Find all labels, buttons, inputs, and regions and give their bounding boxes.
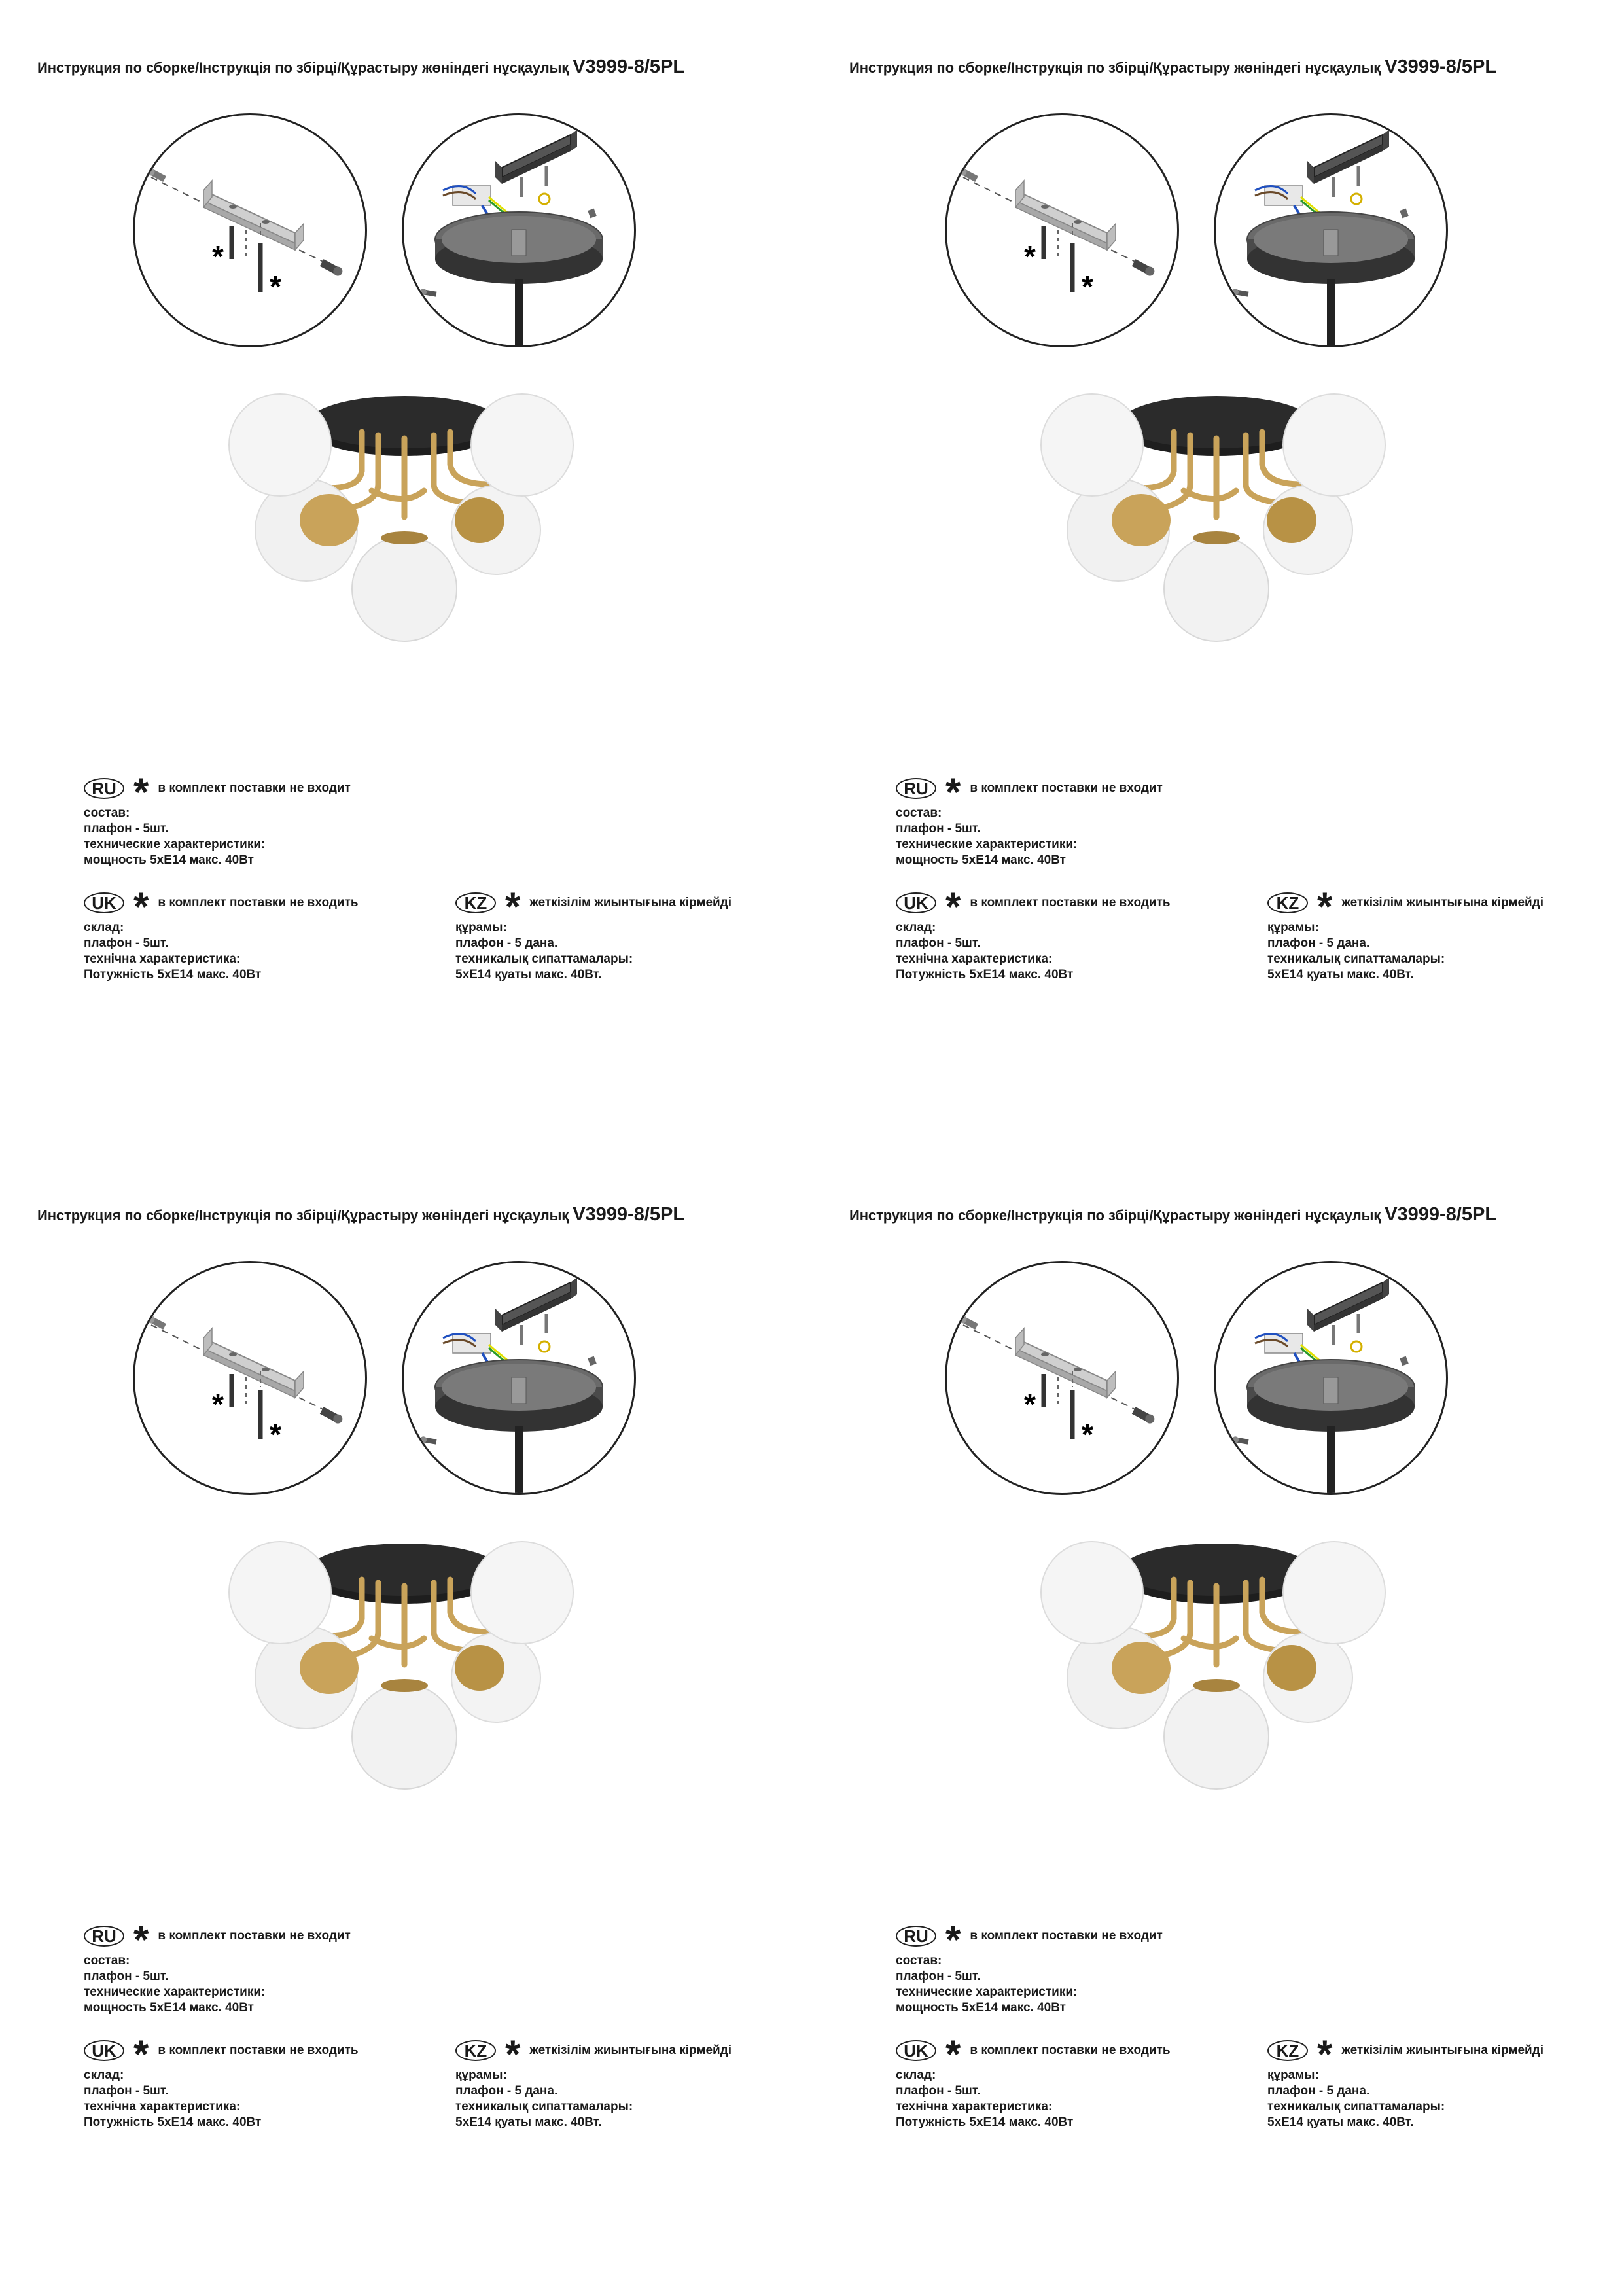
sheet-title (849, 1204, 1496, 1226)
lang-badge-uk: UK (84, 892, 124, 913)
asterisk-icon: * (945, 1918, 961, 1962)
asterisk-icon: * (133, 1918, 149, 1962)
spec-line: плафон - 5шт. (896, 1969, 981, 1983)
wiring-diagram (1214, 113, 1448, 347)
title-text: Инструкция по сборке/Інструкція по збірці/Құрастыру жөніндегі нұсқаулық (849, 60, 1381, 76)
sheet-title (37, 56, 684, 78)
asterisk-icon: * (133, 2032, 149, 2076)
spec-line: плафон - 5 дана. (1267, 936, 1370, 950)
chandelier-illustration (1020, 393, 1413, 680)
lang-badge-kz: KZ (1267, 892, 1308, 913)
spec-line: плафон - 5 дана. (1267, 2084, 1370, 2098)
spec-line: технические характеристики: (896, 1985, 1078, 1999)
title-text: Инструкция по сборке/Інструкція по збірці/Құрастыру жөніндегі нұсқаулық (37, 1207, 569, 1224)
lang-badge-uk: UK (896, 2040, 936, 2061)
wiring-diagram (1214, 1261, 1448, 1495)
spec-line: технические характеристики: (84, 838, 266, 851)
not-included-note: в комплект поставки не входить (158, 2043, 359, 2057)
asterisk-icon: * (945, 885, 961, 928)
wiring-illustration (1216, 115, 1446, 345)
lamp-with-five-globes (1020, 1540, 1413, 1828)
wiring-illustration (404, 115, 634, 345)
spec-line: плафон - 5шт. (896, 936, 981, 950)
kz-info-block (1267, 885, 1544, 983)
lang-badge-uk: UK (84, 2040, 124, 2061)
ru-info-block (84, 1918, 351, 2016)
wiring-illustration (1216, 1263, 1446, 1493)
lamp-with-five-globes (1020, 393, 1413, 680)
spec-line: құрамы: (1267, 921, 1319, 934)
asterisk-icon: * (1317, 2032, 1333, 2076)
not-included-note: жеткізілім жиынтығына кірмейді (1341, 896, 1544, 910)
spec-line: технічна характеристика: (84, 2100, 241, 2113)
spec-line: склад: (84, 2068, 124, 2082)
title-text: Инструкция по сборке/Інструкція по збірці/Құрастыру жөніндегі нұсқаулық (37, 60, 569, 76)
chandelier-illustration (1020, 1540, 1413, 1828)
model-number: V3999-8/5PL (1385, 1204, 1497, 1225)
not-included-note: в комплект поставки не входит (970, 1929, 1163, 1943)
chandelier-illustration (208, 1540, 601, 1828)
spec-line: плафон - 5шт. (84, 1969, 169, 1983)
bracket-illustration (947, 115, 1177, 345)
title-text: Инструкция по сборке/Інструкція по збірці/Құрастыру жөніндегі нұсқаулық (849, 1207, 1381, 1224)
spec-line: техникалық сипаттамалары: (1267, 2100, 1445, 2113)
spec-line: склад: (896, 2068, 936, 2082)
spec-line: Потужність 5хЕ14 макс. 40Вт (896, 968, 1074, 981)
not-included-mark: * (1024, 1387, 1036, 1421)
spec-line: құрамы: (1267, 2068, 1319, 2082)
spec-line: Потужність 5хЕ14 макс. 40Вт (84, 968, 262, 981)
asterisk-icon: * (133, 885, 149, 928)
not-included-mark: * (1082, 1417, 1093, 1451)
lang-badge-ru: RU (896, 778, 936, 799)
spec-line: 5хЕ14 қуаты макс. 40Вт. (455, 2115, 602, 2129)
instruction-sheet-bottom-right (812, 1148, 1624, 2295)
spec-line: состав: (896, 806, 942, 820)
uk-info-block (896, 885, 1171, 983)
kz-info-block (1267, 2032, 1544, 2130)
spec-line: технічна характеристика: (84, 952, 241, 966)
instruction-sheet-bottom-left (0, 1148, 812, 2295)
lang-badge-kz: KZ (1267, 2040, 1308, 2061)
spec-line: құрамы: (455, 921, 507, 934)
model-number: V3999-8/5PL (573, 56, 685, 77)
uk-info-block (84, 885, 359, 983)
not-included-mark: * (1024, 239, 1036, 274)
wiring-diagram (402, 113, 636, 347)
model-number: V3999-8/5PL (1385, 56, 1497, 77)
not-included-note: жеткізілім жиынтығына кірмейді (529, 2043, 732, 2057)
bracket-mounting-diagram (945, 1261, 1179, 1495)
spec-line: құрамы: (455, 2068, 507, 2082)
wiring-illustration (404, 1263, 634, 1493)
not-included-note: жеткізілім жиынтығына кірмейді (529, 896, 732, 910)
not-included-mark: * (1082, 270, 1093, 304)
asterisk-icon: * (945, 770, 961, 814)
not-included-note: в комплект поставки не входить (970, 2043, 1171, 2057)
spec-line: техникалық сипаттамалары: (455, 2100, 633, 2113)
spec-line: плафон - 5шт. (896, 2084, 981, 2098)
ru-info-block (896, 770, 1163, 868)
not-included-note: в комплект поставки не входит (970, 781, 1163, 795)
model-number: V3999-8/5PL (573, 1204, 685, 1225)
bracket-mounting-diagram (945, 113, 1179, 347)
sheet-title (37, 1204, 684, 1226)
lang-badge-ru: RU (896, 1926, 936, 1947)
spec-line: плафон - 5шт. (84, 822, 169, 836)
spec-line: технические характеристики: (896, 838, 1078, 851)
kz-info-block (455, 2032, 732, 2130)
kz-info-block (455, 885, 732, 983)
not-included-note: в комплект поставки не входить (158, 896, 359, 910)
asterisk-icon: * (945, 2032, 961, 2076)
bracket-mounting-diagram (133, 113, 367, 347)
lang-badge-uk: UK (896, 892, 936, 913)
spec-line: 5хЕ14 қуаты макс. 40Вт. (1267, 968, 1414, 981)
instruction-sheet-top-left (0, 0, 812, 1148)
asterisk-icon: * (505, 2032, 521, 2076)
spec-line: технічна характеристика: (896, 2100, 1053, 2113)
asterisk-icon: * (133, 770, 149, 814)
spec-line: 5хЕ14 қуаты макс. 40Вт. (455, 968, 602, 981)
uk-info-block (896, 2032, 1171, 2130)
ru-info-block (896, 1918, 1163, 2016)
not-included-mark: * (212, 1387, 224, 1421)
not-included-mark: * (270, 270, 281, 304)
bracket-illustration (135, 1263, 365, 1493)
not-included-note: в комплект поставки не входит (158, 1929, 351, 1943)
not-included-mark: * (270, 1417, 281, 1451)
ru-info-block (84, 770, 351, 868)
spec-line: мощность 5хЕ14 макс. 40Вт (896, 2001, 1066, 2015)
uk-info-block (84, 2032, 359, 2130)
spec-line: мощность 5хЕ14 макс. 40Вт (84, 2001, 254, 2015)
not-included-mark: * (212, 239, 224, 274)
wiring-diagram (402, 1261, 636, 1495)
not-included-note: в комплект поставки не входить (970, 896, 1171, 910)
lang-badge-ru: RU (84, 1926, 124, 1947)
not-included-note: жеткізілім жиынтығына кірмейді (1341, 2043, 1544, 2057)
lang-badge-kz: KZ (455, 2040, 496, 2061)
spec-line: плафон - 5 дана. (455, 2084, 558, 2098)
spec-line: технічна характеристика: (896, 952, 1053, 966)
spec-line: склад: (896, 921, 936, 934)
asterisk-icon: * (505, 885, 521, 928)
spec-line: состав: (84, 806, 130, 820)
spec-line: Потужність 5хЕ14 макс. 40Вт (896, 2115, 1074, 2129)
spec-line: Потужність 5хЕ14 макс. 40Вт (84, 2115, 262, 2129)
bracket-illustration (135, 115, 365, 345)
asterisk-icon: * (1317, 885, 1333, 928)
spec-line: техникалық сипаттамалары: (1267, 952, 1445, 966)
sheet-title (849, 56, 1496, 78)
spec-line: мощность 5хЕ14 макс. 40Вт (896, 853, 1066, 867)
spec-line: технические характеристики: (84, 1985, 266, 1999)
spec-line: мощность 5хЕ14 макс. 40Вт (84, 853, 254, 867)
bracket-mounting-diagram (133, 1261, 367, 1495)
lang-badge-ru: RU (84, 778, 124, 799)
lamp-with-five-globes (208, 1540, 601, 1828)
lamp-with-five-globes (208, 393, 601, 680)
instruction-sheet-top-right (812, 0, 1624, 1148)
spec-line: состав: (896, 1954, 942, 1968)
spec-line: плафон - 5 дана. (455, 936, 558, 950)
chandelier-illustration (208, 393, 601, 680)
spec-line: плафон - 5шт. (84, 2084, 169, 2098)
spec-line: состав: (84, 1954, 130, 1968)
spec-line: 5хЕ14 қуаты макс. 40Вт. (1267, 2115, 1414, 2129)
not-included-note: в комплект поставки не входит (158, 781, 351, 795)
spec-line: плафон - 5шт. (84, 936, 169, 950)
spec-line: склад: (84, 921, 124, 934)
bracket-illustration (947, 1263, 1177, 1493)
spec-line: техникалық сипаттамалары: (455, 952, 633, 966)
spec-line: плафон - 5шт. (896, 822, 981, 836)
lang-badge-kz: KZ (455, 892, 496, 913)
